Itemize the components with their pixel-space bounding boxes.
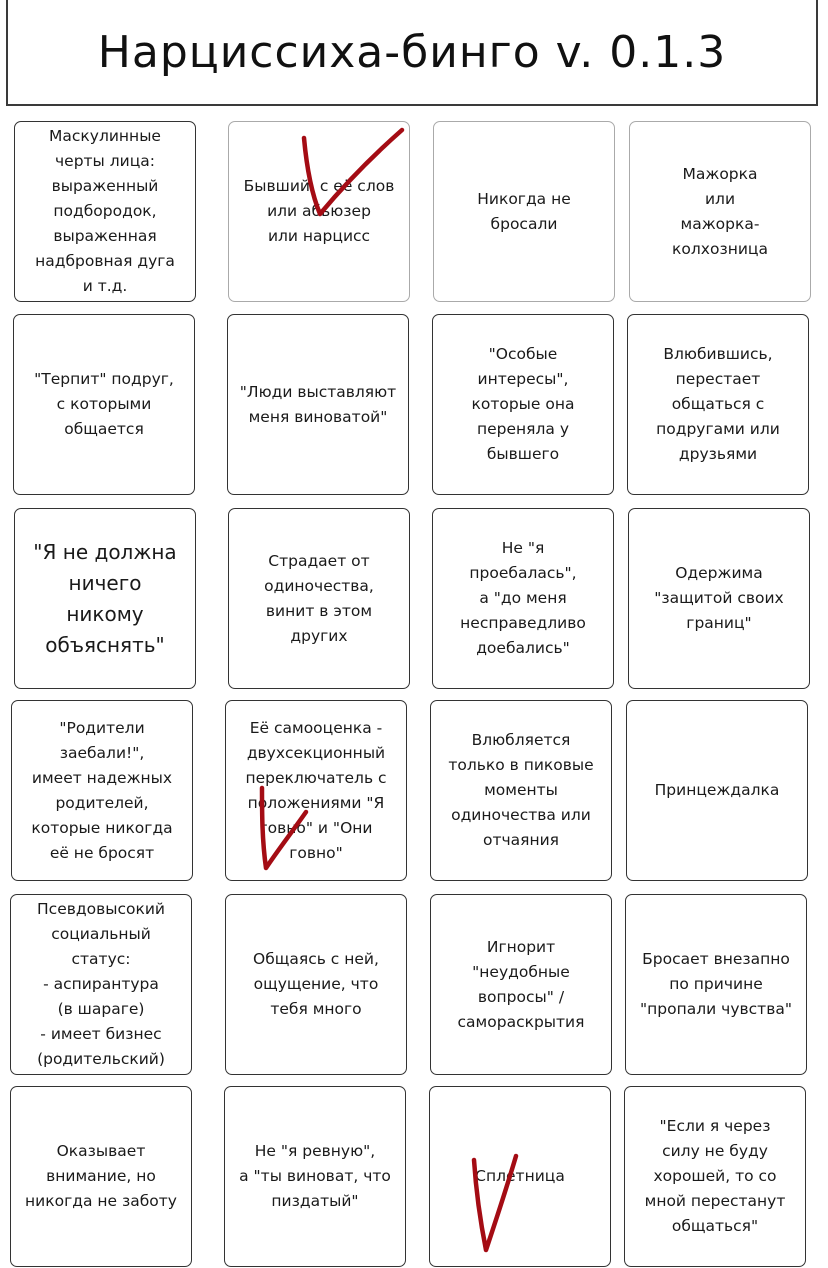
bingo-cell-2[interactable] xyxy=(228,121,410,302)
cell-text: Игнорит "неудобные вопросы" / самораскрытия xyxy=(457,937,585,1031)
bingo-cell-21[interactable] xyxy=(10,1086,192,1267)
cell-text: Оказывает внимание, но никогда не заботу xyxy=(25,1142,177,1210)
cell-text: Влюбляется только в пиковые моменты одиночества или отчаяния xyxy=(448,731,594,849)
bingo-cell-17[interactable] xyxy=(10,894,192,1075)
bingo-cell-6[interactable] xyxy=(227,314,409,495)
cell-text: Страдает от одиночества, винит в этом других xyxy=(264,551,374,645)
bingo-cell-19[interactable] xyxy=(430,894,612,1075)
bingo-cell-22[interactable] xyxy=(224,1086,406,1267)
bingo-cell-10[interactable] xyxy=(228,508,410,689)
cell-text: Её самооценка - двухсекционный переключатель с положениями "Я говно" и "Они говно" xyxy=(245,718,387,862)
bingo-cell-23[interactable] xyxy=(429,1086,611,1267)
cell-text: "Я не должна ничего никому объяснять" xyxy=(33,539,177,657)
cell-text: Одержима "защитой своих границ" xyxy=(654,564,784,632)
bingo-cell-7[interactable] xyxy=(432,314,614,495)
bingo-cell-8[interactable] xyxy=(627,314,809,495)
cell-text: Мажорка или мажорка- колхозница xyxy=(672,164,768,258)
cell-text: "Терпит" подруг, с которыми общается xyxy=(34,370,174,438)
bingo-cell-20[interactable] xyxy=(625,894,807,1075)
cell-text: Маскулинные черты лица: выраженный подбородок, выраженная надбровная дуга и т.д. xyxy=(35,127,175,295)
cell-text: Псевдовысокий социальный статус: - аспирантура (в шараге) - имеет бизнес (родительский) xyxy=(37,900,165,1068)
bingo-cell-1[interactable] xyxy=(14,121,196,302)
bingo-cell-11[interactable] xyxy=(432,508,614,689)
bingo-cell-15[interactable] xyxy=(430,700,612,881)
bingo-cell-14[interactable] xyxy=(225,700,407,881)
cell-text: Не "я ревную", а "ты виноват, что пиздатый" xyxy=(239,1142,391,1210)
cell-text: Сплетница xyxy=(475,1167,565,1185)
bingo-cell-5[interactable] xyxy=(13,314,195,495)
bingo-cell-16[interactable] xyxy=(626,700,808,881)
page-title: Нарциссиха-бинго v. 0.1.3 xyxy=(97,26,727,78)
cell-text: Бросает внезапно по причине "пропали чувства" xyxy=(640,950,792,1018)
bingo-cell-4[interactable] xyxy=(629,121,811,302)
bingo-cell-13[interactable] xyxy=(11,700,193,881)
cell-text: Не "я проебалась", а "до меня несправедливо доебались" xyxy=(460,539,586,657)
title-box xyxy=(6,0,818,106)
bingo-cell-9[interactable] xyxy=(14,508,196,689)
cell-text: "Родители заебали!", имеет надежных родителей, которые никогда её не бросят xyxy=(31,718,173,862)
cell-text: Общаясь с ней, ощущение, что тебя много xyxy=(253,950,379,1018)
cell-text: Бывший, с её слов или абьюзер или нарцисс xyxy=(243,177,395,245)
cell-text: Никогда не бросали xyxy=(477,189,571,233)
bingo-cell-24[interactable] xyxy=(624,1086,806,1267)
bingo-cell-3[interactable] xyxy=(433,121,615,302)
cell-text: "Особые интересы", которые она переняла у бывшего xyxy=(471,345,575,463)
cell-text: Принцеждалка xyxy=(654,781,780,799)
cell-text: Влюбившись, перестает общаться с подругами или друзьями xyxy=(656,345,780,463)
cell-text: "Если я через силу не буду хорошей, то со мной перестанут общаться" xyxy=(644,1117,786,1235)
cell-text: "Люди выставляют меня виноватой" xyxy=(239,382,397,426)
bingo-cell-18[interactable] xyxy=(225,894,407,1075)
bingo-cell-12[interactable] xyxy=(628,508,810,689)
